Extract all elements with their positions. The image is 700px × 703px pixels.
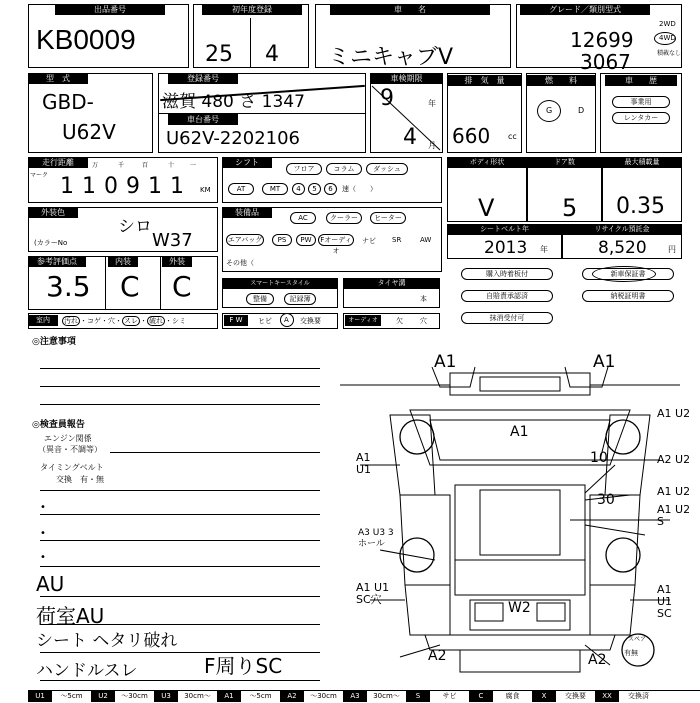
equip-audio: Fオーディオ (318, 234, 354, 246)
body-label: ボディ形状 (447, 157, 527, 168)
inspection-month-unit: 月 (428, 141, 436, 150)
bullet-2: • (40, 528, 46, 539)
remark-5: F周りSC (204, 654, 283, 678)
diag-a1-top: A1 (510, 424, 529, 440)
shift-speed: 速（ ） (342, 185, 377, 193)
doors-value: 5 (562, 194, 578, 222)
interior-cond-burn: コゲ (87, 317, 101, 325)
fw-replace: 交換要 (300, 317, 321, 325)
diag-a2-r: A2 U2 (657, 453, 691, 466)
chassis-value: U62V-2202106 (166, 128, 300, 149)
doc-owner-confirm: 自賠責承認済 (461, 290, 553, 302)
seatbelt-label: シートベルト年 (447, 224, 562, 235)
legend-key-a2: A2 (280, 690, 304, 702)
timing-sub: 交換 有・無 (56, 475, 104, 484)
shift-label: シフト (222, 157, 272, 168)
grade-4wd: 4WD (659, 34, 676, 42)
legend-value-a3: 30cm～ (373, 692, 400, 700)
fw-label: F W (224, 315, 248, 326)
mileage-ju: 十 (168, 162, 175, 169)
odo-hole: 穴 (420, 317, 427, 325)
shift-4: 4 (292, 183, 305, 195)
grade-2wd: 2WD (659, 20, 676, 28)
reg-month-value: 4 (265, 42, 279, 67)
legend-key-c: C (469, 690, 493, 702)
diag-a1-u1-sc: A1 U1 SC穴 (356, 581, 390, 606)
notes-label: ◎注意事項 (32, 337, 76, 347)
diag-a2-bl: A2 (428, 648, 447, 664)
lot-number: KB0009 (36, 24, 136, 55)
equip-sr: SR (392, 236, 402, 244)
equip-pw: PW (296, 234, 316, 246)
interior-cond-tear: 破れ (149, 317, 163, 325)
exterior-label: 外装 (162, 256, 192, 267)
model-label: 型 式 (28, 73, 88, 84)
smart-instruction: 整備 (246, 293, 274, 305)
shift-dash: ダッシュ (366, 163, 408, 175)
equip-other: その他（ (226, 259, 254, 267)
lot-label: 出品番号 (55, 4, 165, 15)
bullet-3: • (40, 552, 46, 563)
shift-5: 5 (308, 183, 321, 195)
engine-sub: （異音・不調等） (38, 445, 102, 454)
doc-warranty-circle (592, 266, 656, 282)
recycle-unit: 円 (668, 245, 676, 254)
doc-warranty: 新車保証書 (582, 268, 674, 280)
diag-a1-u1-l: A1 U1 (356, 451, 372, 476)
fuel-d: D (578, 106, 585, 115)
plate-value: 滋賀 480 さ 1347 (162, 92, 305, 112)
mileage-label: 走行距離 (28, 157, 88, 168)
equipment-label: 装備品 (222, 207, 272, 218)
doc-tax: 納税証明書 (582, 290, 674, 302)
timing-label: タイミングベルト (40, 463, 104, 472)
color-code-label: (カラーNo (34, 239, 68, 247)
equip-ps: PS (272, 234, 292, 246)
shift-floor: フロア (286, 163, 322, 175)
history-rental: レンタカー (612, 112, 670, 124)
equip-cooler: クーラー (326, 212, 362, 224)
mileage-ichi: 一 (190, 162, 197, 169)
car-name-label: 車 名 (330, 4, 490, 15)
remark-2: 荷室AU (36, 604, 105, 628)
interior-cond-items: 汚れ ・コゲ・穴・ スレ ・ 破れ ・シミ (64, 317, 186, 325)
smart-label: スマートキースタイル (222, 278, 338, 289)
legend-key-u1: U1 (28, 690, 52, 702)
shift-6: 6 (324, 183, 337, 195)
diag-a1-r-mid: A1 U2 (657, 485, 691, 498)
legend-key-xx: XX (595, 690, 619, 702)
grade-value-1: 12699 (570, 28, 634, 52)
legend-value-c: 腐食 (505, 692, 520, 700)
seatbelt-unit: 年 (540, 245, 548, 254)
legend-value-s: サビ (442, 692, 457, 700)
equip-heater: ヒーター (370, 212, 406, 224)
legend-value-x: 交換要 (565, 692, 586, 700)
color-label: 外装色 (28, 207, 78, 218)
color-value: シロ (118, 217, 152, 237)
chassis-label: 車台番号 (168, 114, 238, 125)
diag-num-10: 10 (590, 450, 608, 466)
doors-label: ドア数 (527, 157, 602, 168)
displacement-value: 660 (452, 124, 491, 148)
doc-purchase: 購入時着板付 (461, 268, 553, 280)
remark-3: シート ヘタリ破れ (36, 631, 178, 651)
color-code: W37 (152, 230, 193, 251)
recycle-value: 8,520 (598, 238, 647, 258)
legend-value-xx: 交換済 (628, 692, 649, 700)
load-label: 最大積載量 (602, 157, 682, 168)
legend-key-u2: U2 (91, 690, 115, 702)
diag-spare-val: 有無 (624, 649, 638, 657)
interior-cond-scuff: スレ (124, 317, 138, 325)
diag-a3-l: A3 U3 3ホール (358, 528, 394, 549)
odo-label: オーディオ (345, 315, 381, 326)
grade-none: 積載なし (657, 50, 682, 57)
diag-spare: スペア (628, 636, 647, 643)
displacement-unit: cc (508, 132, 517, 141)
mileage-hyaku: 百 (142, 162, 149, 169)
legend-key-x: X (532, 690, 556, 702)
mileage-sen: 千 (118, 162, 125, 169)
diag-w2: W2 (508, 600, 531, 616)
diag-a1-fl: A1 (434, 352, 457, 372)
mileage-value: 110911 (60, 174, 192, 199)
plate-label: 登録番号 (168, 73, 238, 84)
interior-cond-label: 室内 (28, 315, 58, 326)
diag-a1-fr: A1 (593, 352, 616, 372)
legend-key-a3: A3 (343, 690, 367, 702)
equip-aw: AW (420, 236, 432, 244)
inspection-year: 9 (380, 86, 394, 111)
score-value: 3.5 (46, 270, 91, 303)
interior-cond-hole: 穴 (108, 317, 115, 325)
shift-at: AT (228, 183, 254, 195)
equip-airbag: エアバッグ (227, 236, 263, 244)
smart-maintenance: 記録簿 (284, 293, 316, 305)
tire-unit: 本 (420, 295, 427, 303)
engine-label: エンジン関係 (44, 434, 92, 443)
score-label: 参考評価点 (28, 256, 86, 267)
bullet-1: • (40, 502, 46, 513)
remark-1: AU (36, 572, 65, 596)
history-business: 事業用 (612, 96, 670, 108)
tire-label: タイヤ溝 (343, 278, 440, 289)
legend-value-a1: ～5cm (249, 692, 272, 700)
reg-year-label: 初年度登録 (202, 4, 302, 15)
fw-a: A (284, 316, 289, 324)
legend-value-u1: ～5cm (60, 692, 83, 700)
body-value: V (478, 194, 495, 222)
interior-cond-stain: シミ (172, 317, 186, 325)
equip-ac: AC (290, 212, 316, 224)
diag-a1-u2: A1 U2 (657, 407, 691, 420)
car-name-value: ミニキャブV (328, 45, 454, 70)
interior-cond-dirt: 汚れ (64, 317, 78, 325)
mileage-man: 万 (92, 162, 99, 169)
diag-a1-rr: A1 U2 S (657, 503, 691, 528)
seatbelt-value: 2013 (484, 238, 528, 258)
fw-crack: ヒビ (258, 317, 272, 325)
legend-key-u3: U3 (154, 690, 178, 702)
interior-value: C (120, 270, 140, 303)
doc-cancel: 抹消受付可 (461, 312, 553, 324)
fuel-label: 燃 料 (526, 75, 596, 86)
shift-column: コラム (326, 163, 362, 175)
remark-4: ハンドルスレ (36, 661, 138, 681)
shift-mt: MT (262, 183, 288, 195)
exterior-value: C (172, 270, 192, 303)
legend-value-a2: ～30cm (310, 692, 337, 700)
mileage-km: KM (200, 186, 211, 194)
reg-year-value: 25 (205, 42, 233, 67)
grade-label: グレード／類別型式 (520, 4, 650, 15)
model-line-1: GBD- (42, 90, 94, 114)
diag-num-30: 30 (597, 492, 615, 508)
interior-label: 内装 (108, 256, 138, 267)
inspection-year-unit: 年 (428, 99, 436, 108)
legend-value-u3: 30cm～ (184, 692, 211, 700)
model-line-2: U62V (62, 120, 116, 144)
odo-missing: 欠 (396, 317, 403, 325)
mileage-mark-label: マーク (30, 172, 49, 179)
inspector-label: ◎検査員報告 (32, 420, 85, 430)
legend-value-u2: ～30cm (121, 692, 148, 700)
load-value: 0.35 (616, 194, 665, 219)
inspection-label: 車検期限 (370, 73, 443, 84)
displacement-label: 排 気 量 (447, 75, 522, 86)
diag-a2-br: A2 (588, 652, 607, 668)
history-label: 車 歴 (605, 75, 677, 86)
inspection-month: 4 (403, 125, 417, 150)
diag-a1-u1-rr: A1 U1 SC (657, 583, 673, 620)
equip-navi: ナビ (362, 237, 376, 245)
grade-value-2: 3067 (580, 50, 631, 74)
legend-key-s: S (406, 690, 430, 702)
recycle-label: リサイクル預託金 (562, 224, 682, 235)
legend-key-a1: A1 (217, 690, 241, 702)
fuel-g: G (546, 106, 553, 115)
